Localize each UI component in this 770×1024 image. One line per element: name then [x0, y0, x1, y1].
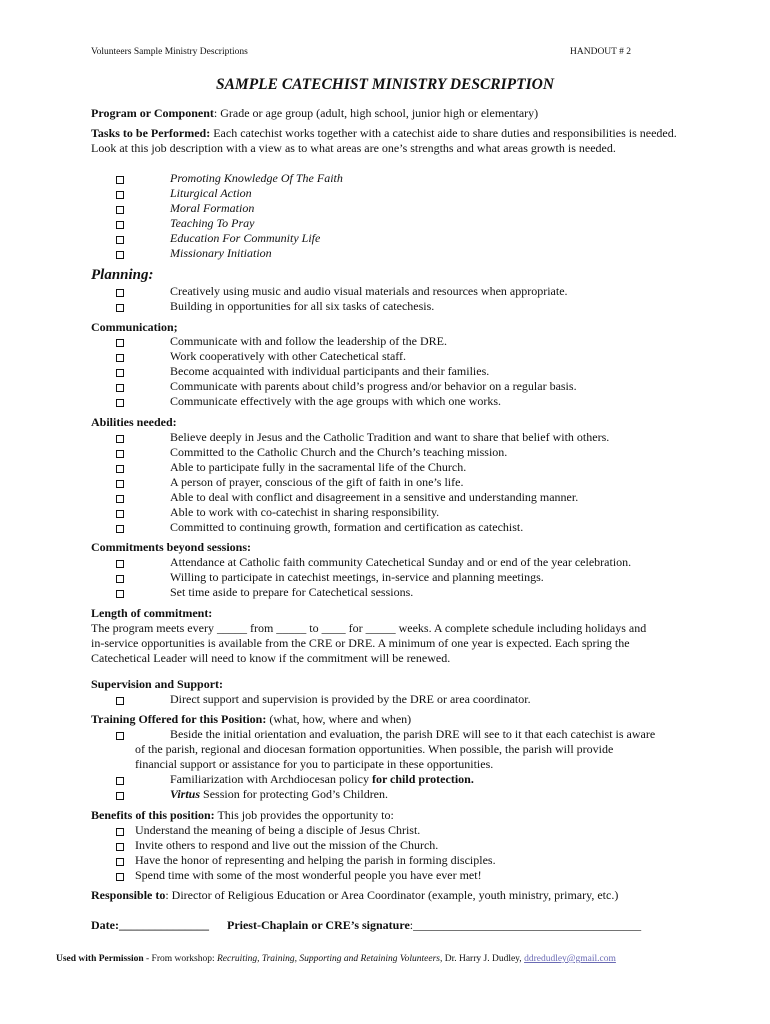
checkbox-icon [116, 495, 124, 503]
tasks-label: Tasks to be Performed: [91, 126, 211, 140]
planning-heading: Planning: [91, 267, 154, 283]
planning-item: Creatively using music and audio visual materials and resources when appropriate. [170, 284, 568, 298]
responsible-text: : Director of Religious Education or Area Coordinator (example, youth ministry, primary, etc.) [165, 888, 619, 902]
checkbox-icon [116, 590, 124, 598]
checkbox-icon [116, 435, 124, 443]
checkbox-icon [116, 221, 124, 229]
commitments-item: Set time aside to prepare for Catechetical sessions. [170, 585, 414, 599]
benefits-item: Invite others to respond and live out the mission of the Church. [135, 838, 439, 852]
length-line-2: in-service opportunities is available from the CRE or DRE. A minimum of one year is expected. Each spring the [91, 636, 630, 650]
checkbox-icon [116, 465, 124, 473]
checkbox-icon [116, 369, 124, 377]
footer-workshop-title: Recruiting, Training, Supporting and Retaining Volunteers, [217, 954, 443, 964]
checkbox-icon [116, 176, 124, 184]
training-label: Training Offered for this Position: [91, 712, 267, 726]
tasks-item: Moral Formation [170, 201, 255, 215]
commitments-heading: Commitments beyond sessions: [91, 540, 252, 554]
checkbox-icon [116, 792, 124, 800]
signature-field: :______________________________________ [409, 918, 642, 932]
abilities-item: Able to work with co-catechist in sharing responsibility. [170, 505, 440, 519]
benefits-item: Spend time with some of the most wonderful people you have ever met! [135, 868, 482, 882]
program-line [91, 106, 538, 121]
length-heading: Length of commitment: [91, 606, 213, 620]
tasks-item: Promoting Knowledge Of The Faith [170, 171, 343, 185]
communication-item: Communicate with parents about child’s progress and/or behavior on a regular basis. [170, 379, 577, 393]
tasks-item: Missionary Initiation [170, 246, 272, 260]
responsible-label: Responsible to [91, 888, 166, 902]
tasks-item: Liturgical Action [170, 186, 252, 200]
checkbox-icon [116, 251, 124, 259]
benefits-heading-line [91, 808, 394, 823]
training-item-1-line-3: financial support or assistance for you to participate in these opportunities. [135, 757, 494, 771]
checkbox-icon [116, 575, 124, 583]
checkbox-icon [116, 510, 124, 518]
tasks-paragraph [91, 126, 683, 156]
length-line-3: Catechetical Leader will need to know if the commitment will be renewed. [91, 651, 451, 665]
checkbox-icon [116, 697, 124, 705]
checkbox-icon [116, 236, 124, 244]
training-item-1-line-1: Beside the initial orientation and evaluation, the parish DRE will see to it that each catechist is aware [170, 727, 656, 741]
benefits-item: Have the honor of representing and helping the parish in forming disciples. [135, 853, 496, 867]
tasks-text: Each catechist works together with a catechist aide to share duties and responsibilities is needed. Look at this job description with a view as to what areas are one’s strengths and what areas growth is needed. [91, 126, 677, 155]
abilities-item: A person of prayer, conscious of the gift of faith in one’s life. [170, 475, 464, 489]
footer-text-1: - From workshop: [143, 954, 217, 964]
footer-email-link[interactable]: ddredudley@gmail.com [524, 954, 616, 964]
checkbox-icon [116, 480, 124, 488]
training-item-2 [170, 772, 474, 787]
commitments-item: Attendance at Catholic faith community Catechetical Sunday and or end of the year celebration. [170, 555, 632, 569]
training-heading-line [91, 712, 411, 727]
signature-line [91, 918, 641, 933]
checkbox-icon [116, 304, 124, 312]
communication-item: Work cooperatively with other Catechetical staff. [170, 349, 407, 363]
abilities-heading: Abilities needed: [91, 415, 177, 429]
commitments-item: Willing to participate in catechist meetings, in-service and planning meetings. [170, 570, 544, 584]
checkbox-icon [116, 191, 124, 199]
program-text: : Grade or age group (adult, high school, junior high or elementary) [213, 106, 539, 120]
footer [56, 954, 616, 964]
training-item-2-text: Familiarization with Archdiocesan policy [170, 772, 372, 786]
abilities-item: Committed to continuing growth, formation and certification as catechist. [170, 520, 524, 534]
header-left: Volunteers Sample Ministry Descriptions [91, 47, 248, 57]
length-line-1: The program meets every _____ from _____ to ____ for _____ weeks. A complete schedule including holidays and [91, 621, 647, 635]
planning-item: Building in opportunities for all six tasks of catechesis. [170, 299, 435, 313]
checkbox-icon [116, 289, 124, 297]
abilities-item: Committed to the Catholic Church and the Church’s teaching mission. [170, 445, 508, 459]
program-label: Program or Component [91, 106, 214, 120]
checkbox-icon [116, 560, 124, 568]
header-right: HANDOUT # 2 [570, 47, 632, 57]
signature-label: Priest-Chaplain or CRE’s signature [226, 918, 410, 932]
communication-item: Communicate with and follow the leadership of the DRE. [170, 334, 447, 348]
page-title: SAMPLE CATECHIST MINISTRY DESCRIPTION [215, 76, 555, 93]
checkbox-icon [116, 399, 124, 407]
checkbox-icon [116, 873, 124, 881]
training-item-3 [170, 787, 388, 802]
checkbox-icon [116, 732, 124, 740]
training-item-1-line-2: of the parish, regional and diocesan formation opportunities. When possible, the parish will provide [135, 742, 614, 756]
abilities-item: Able to participate fully in the sacramental life of the Church. [170, 460, 467, 474]
checkbox-icon [116, 858, 124, 866]
footer-author: Dr. Harry J. Dudley, [442, 954, 525, 964]
checkbox-icon [116, 843, 124, 851]
communication-heading: Communication; [91, 320, 178, 334]
training-item-3-text: Session for protecting God’s Children. [200, 787, 389, 801]
abilities-item: Able to deal with conflict and disagreement in a sensitive and understanding manner. [170, 490, 579, 504]
checkbox-icon [116, 339, 124, 347]
tasks-item: Teaching To Pray [170, 216, 255, 230]
checkbox-icon [116, 828, 124, 836]
benefits-label: Benefits of this position: [91, 808, 215, 822]
checkbox-icon [116, 206, 124, 214]
supervision-item: Direct support and supervision is provided by the DRE or area coordinator. [170, 692, 531, 706]
checkbox-icon [116, 354, 124, 362]
communication-item: Become acquainted with individual participants and their families. [170, 364, 490, 378]
training-label-suffix: (what, how, where and when) [266, 712, 412, 726]
checkbox-icon [116, 777, 124, 785]
checkbox-icon [116, 450, 124, 458]
responsible-line [91, 888, 618, 903]
checkbox-icon [116, 525, 124, 533]
training-item-2-bold: for child protection. [371, 772, 474, 786]
training-item-3-bold: Virtus [170, 787, 201, 801]
communication-item: Communicate effectively with the age groups with which one works. [170, 394, 502, 408]
benefits-label-suffix: This job provides the opportunity to: [214, 808, 394, 822]
footer-permission: Used with Permission [56, 954, 144, 964]
supervision-heading: Supervision and Support: [91, 677, 224, 691]
benefits-item: Understand the meaning of being a disciple of Jesus Christ. [135, 823, 421, 837]
checkbox-icon [116, 384, 124, 392]
tasks-item: Education For Community Life [170, 231, 321, 245]
abilities-item: Believe deeply in Jesus and the Catholic Tradition and want to share that belief with others. [170, 430, 610, 444]
date-field: Date:_______________ [91, 918, 209, 932]
